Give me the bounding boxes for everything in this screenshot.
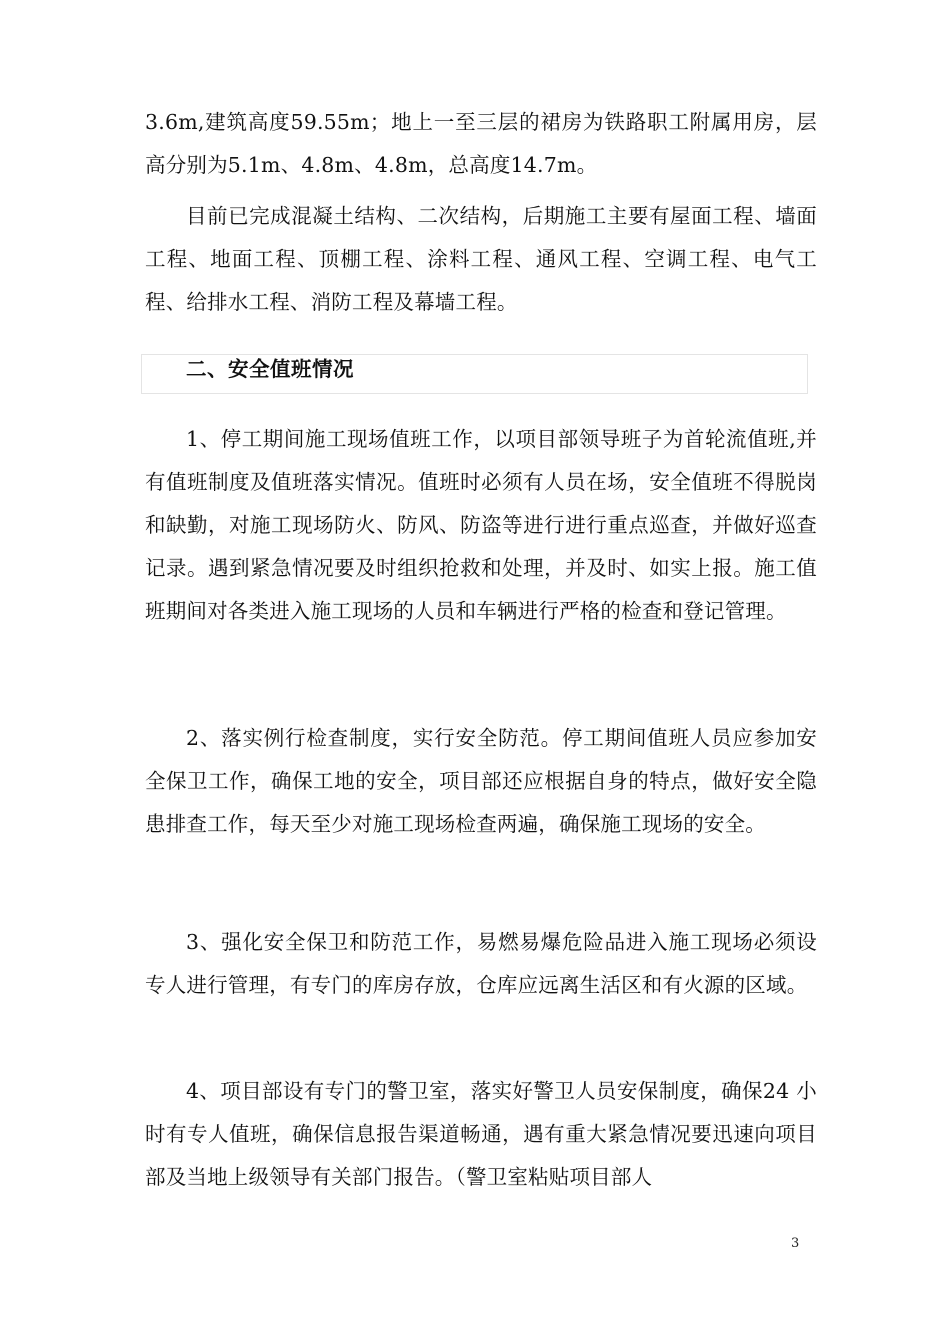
section-heading-box (141, 354, 808, 394)
page-number: 3 (791, 1236, 800, 1251)
duty-item-1: 1、停工期间施工现场值班工作，以项目部领导班子为首轮流值班,并有值班制度及值班落实情况。值班时必须有人员在场，安全值班不得脱岗和缺勤，对施工现场防火、防风、防盗等进行进行重点巡查，并做好巡查记录。遇到紧急情况要及时组织抢救和处理，并及时、如实上报。施工值班期间对各类进入施工现场的人员和车辆进行严格的检查和登记管理。 (145, 427, 817, 623)
intro-continuation-paragraph: 3.6m,建筑高度59.55m；地上一至三层的裙房为铁路职工附属用房，层高分别为5.1m、4.8m、4.8m，总高度14.7m。 (145, 110, 817, 177)
duty-item-3: 3、强化安全保卫和防范工作，易燃易爆危险品进入施工现场必须设专人进行管理，有专门的库房存放，仓库应远离生活区和有火源的区域。 (145, 930, 817, 997)
duty-item-2: 2、落实例行检查制度，实行安全防范。停工期间值班人员应参加安全保卫工作，确保工地的安全，项目部还应根据自身的特点，做好安全隐患排查工作，每天至少对施工现场检查两遍，确保施工现场的安全。 (145, 726, 817, 836)
duty-item-4: 4、项目部设有专门的警卫室，落实好警卫人员安保制度，确保24 小时有专人值班，确保信息报告渠道畅通，遇有重大紧急情况要迅速向项目部及当地上级领导有关部门报告。（警卫室粘贴项目部人 (145, 1079, 817, 1189)
section-heading: 二、安全值班情况 (186, 357, 354, 381)
intro-status-paragraph: 目前已完成混凝土结构、二次结构，后期施工主要有屋面工程、墙面工程、地面工程、顶棚工程、涂料工程、通风工程、空调工程、电气工程、给排水工程、消防工程及幕墙工程。 (145, 204, 817, 314)
